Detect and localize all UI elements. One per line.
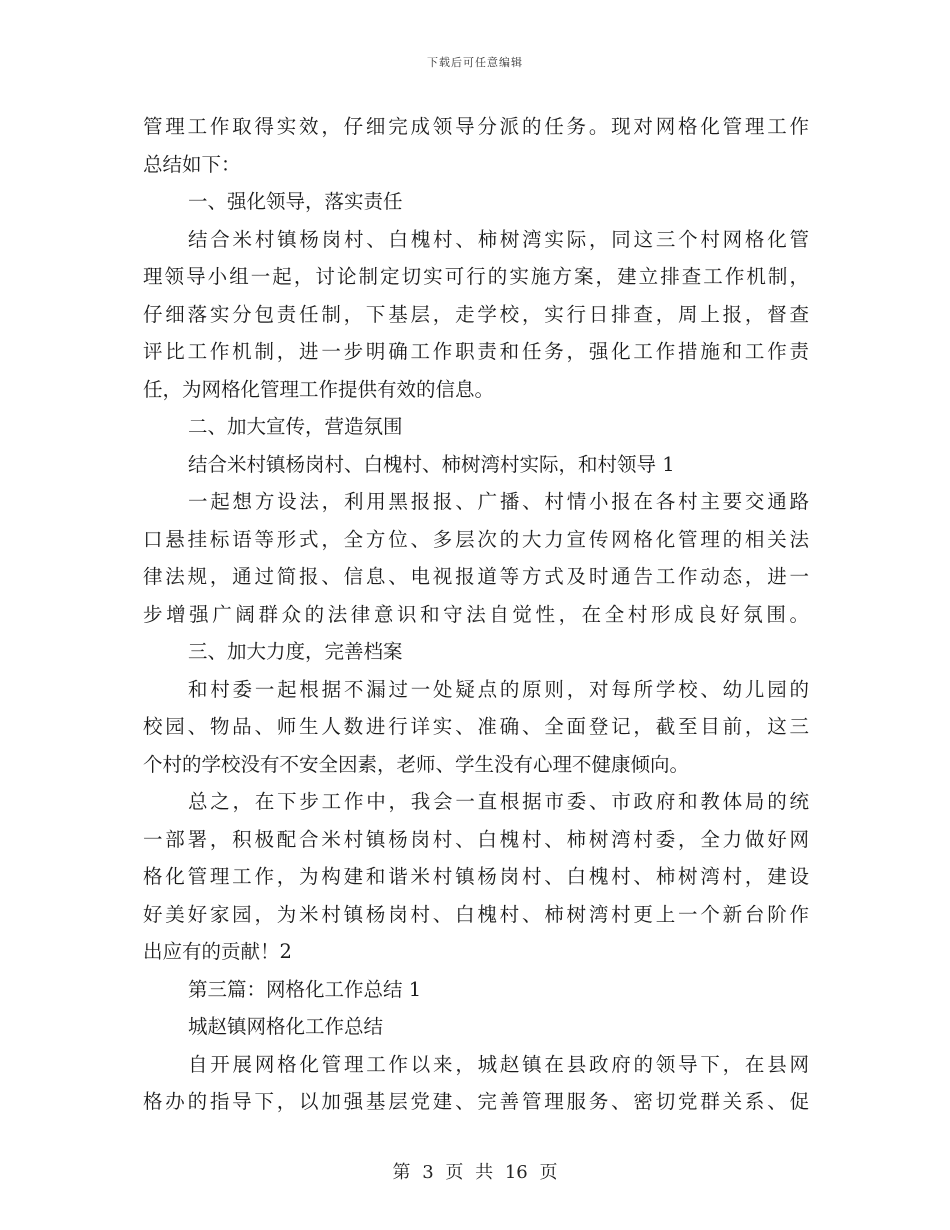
body-line: 个村的学校没有不安全因素，老师、学生没有心理不健康倾向。	[143, 752, 690, 776]
body-line: 和村委一起根据不漏过一处疑点的原则，对每所学校、幼儿园的	[188, 677, 809, 701]
article-heading: 第三篇：网格化工作总结 1	[188, 977, 422, 1001]
body-line: 好美好家园，为米村镇杨岗村、白槐村、柿树湾村更上一个新台阶作	[143, 902, 809, 926]
body-line: 任，为网格化管理工作提供有效的信息。	[143, 377, 495, 401]
body-line: 评比工作机制，进一步明确工作职责和任务，强化工作措施和工作责	[143, 340, 809, 363]
body-line: 结合米村镇杨岗村、白槐村、柿树湾实际，同这三个村网格化管	[188, 227, 809, 251]
body-line: 口悬挂标语等形式，全方位、多层次的大力宣传网格化管理的相关法	[143, 527, 809, 551]
body-line: 一起想方设法，利用黑报报、广播、村情小报在各村主要交通路	[188, 490, 809, 513]
body-line: 理领导小组一起，讨论制定切实可行的实施方案，建立排查工作机制，	[143, 265, 809, 288]
body-line: 仔细落实分包责任制，下基层，走学校，实行日排查，周上报，督查	[143, 302, 809, 326]
document-body	[143, 108, 809, 1121]
section-heading: 二、加大宣传，营造氛围	[188, 415, 403, 438]
section-heading: 三、加大力度，完善档案	[188, 640, 403, 663]
body-line: 格化管理工作，为构建和谐米村镇杨岗村、白槐村、柿树湾村，建设	[143, 865, 809, 888]
body-line: 结合米村镇杨岗村、白槐村、柿树湾村实际，和村领导 1	[188, 452, 675, 476]
body-line: 管理工作取得实效，仔细完成领导分派的任务。现对网格化管理工作	[143, 115, 809, 138]
page-number: 第 3 页 共 16 页	[392, 1162, 558, 1183]
body-line: 出应有的贡献！2	[143, 940, 292, 963]
body-line: 总之，在下步工作中，我会一直根据市委、市政府和教体局的统	[188, 790, 809, 813]
section-heading: 一、强化领导，落实责任	[188, 190, 403, 213]
body-line: 格办的指导下，以加强基层党建、完善管理服务、密切党群关系、促	[143, 1090, 809, 1113]
page-header-note: 下载后可任意编辑	[427, 56, 523, 69]
body-line: 一部署，积极配合米村镇杨岗村、白槐村、柿树湾村委，全力做好网	[143, 827, 809, 851]
article-title: 城赵镇网格化工作总结	[188, 1015, 384, 1038]
body-line: 总结如下：	[143, 152, 241, 176]
body-line: 步增强广阔群众的法律意识和守法自觉性，在全村形成良好氛围。	[143, 602, 809, 626]
body-line: 自开展网格化管理工作以来，城赵镇在县政府的领导下，在县网	[188, 1052, 809, 1076]
body-line: 校园、物品、师生人数进行详实、准确、全面登记，截至目前，这三	[143, 715, 809, 738]
body-line: 律法规，通过简报、信息、电视报道等方式及时通告工作动态，进一	[143, 565, 809, 588]
